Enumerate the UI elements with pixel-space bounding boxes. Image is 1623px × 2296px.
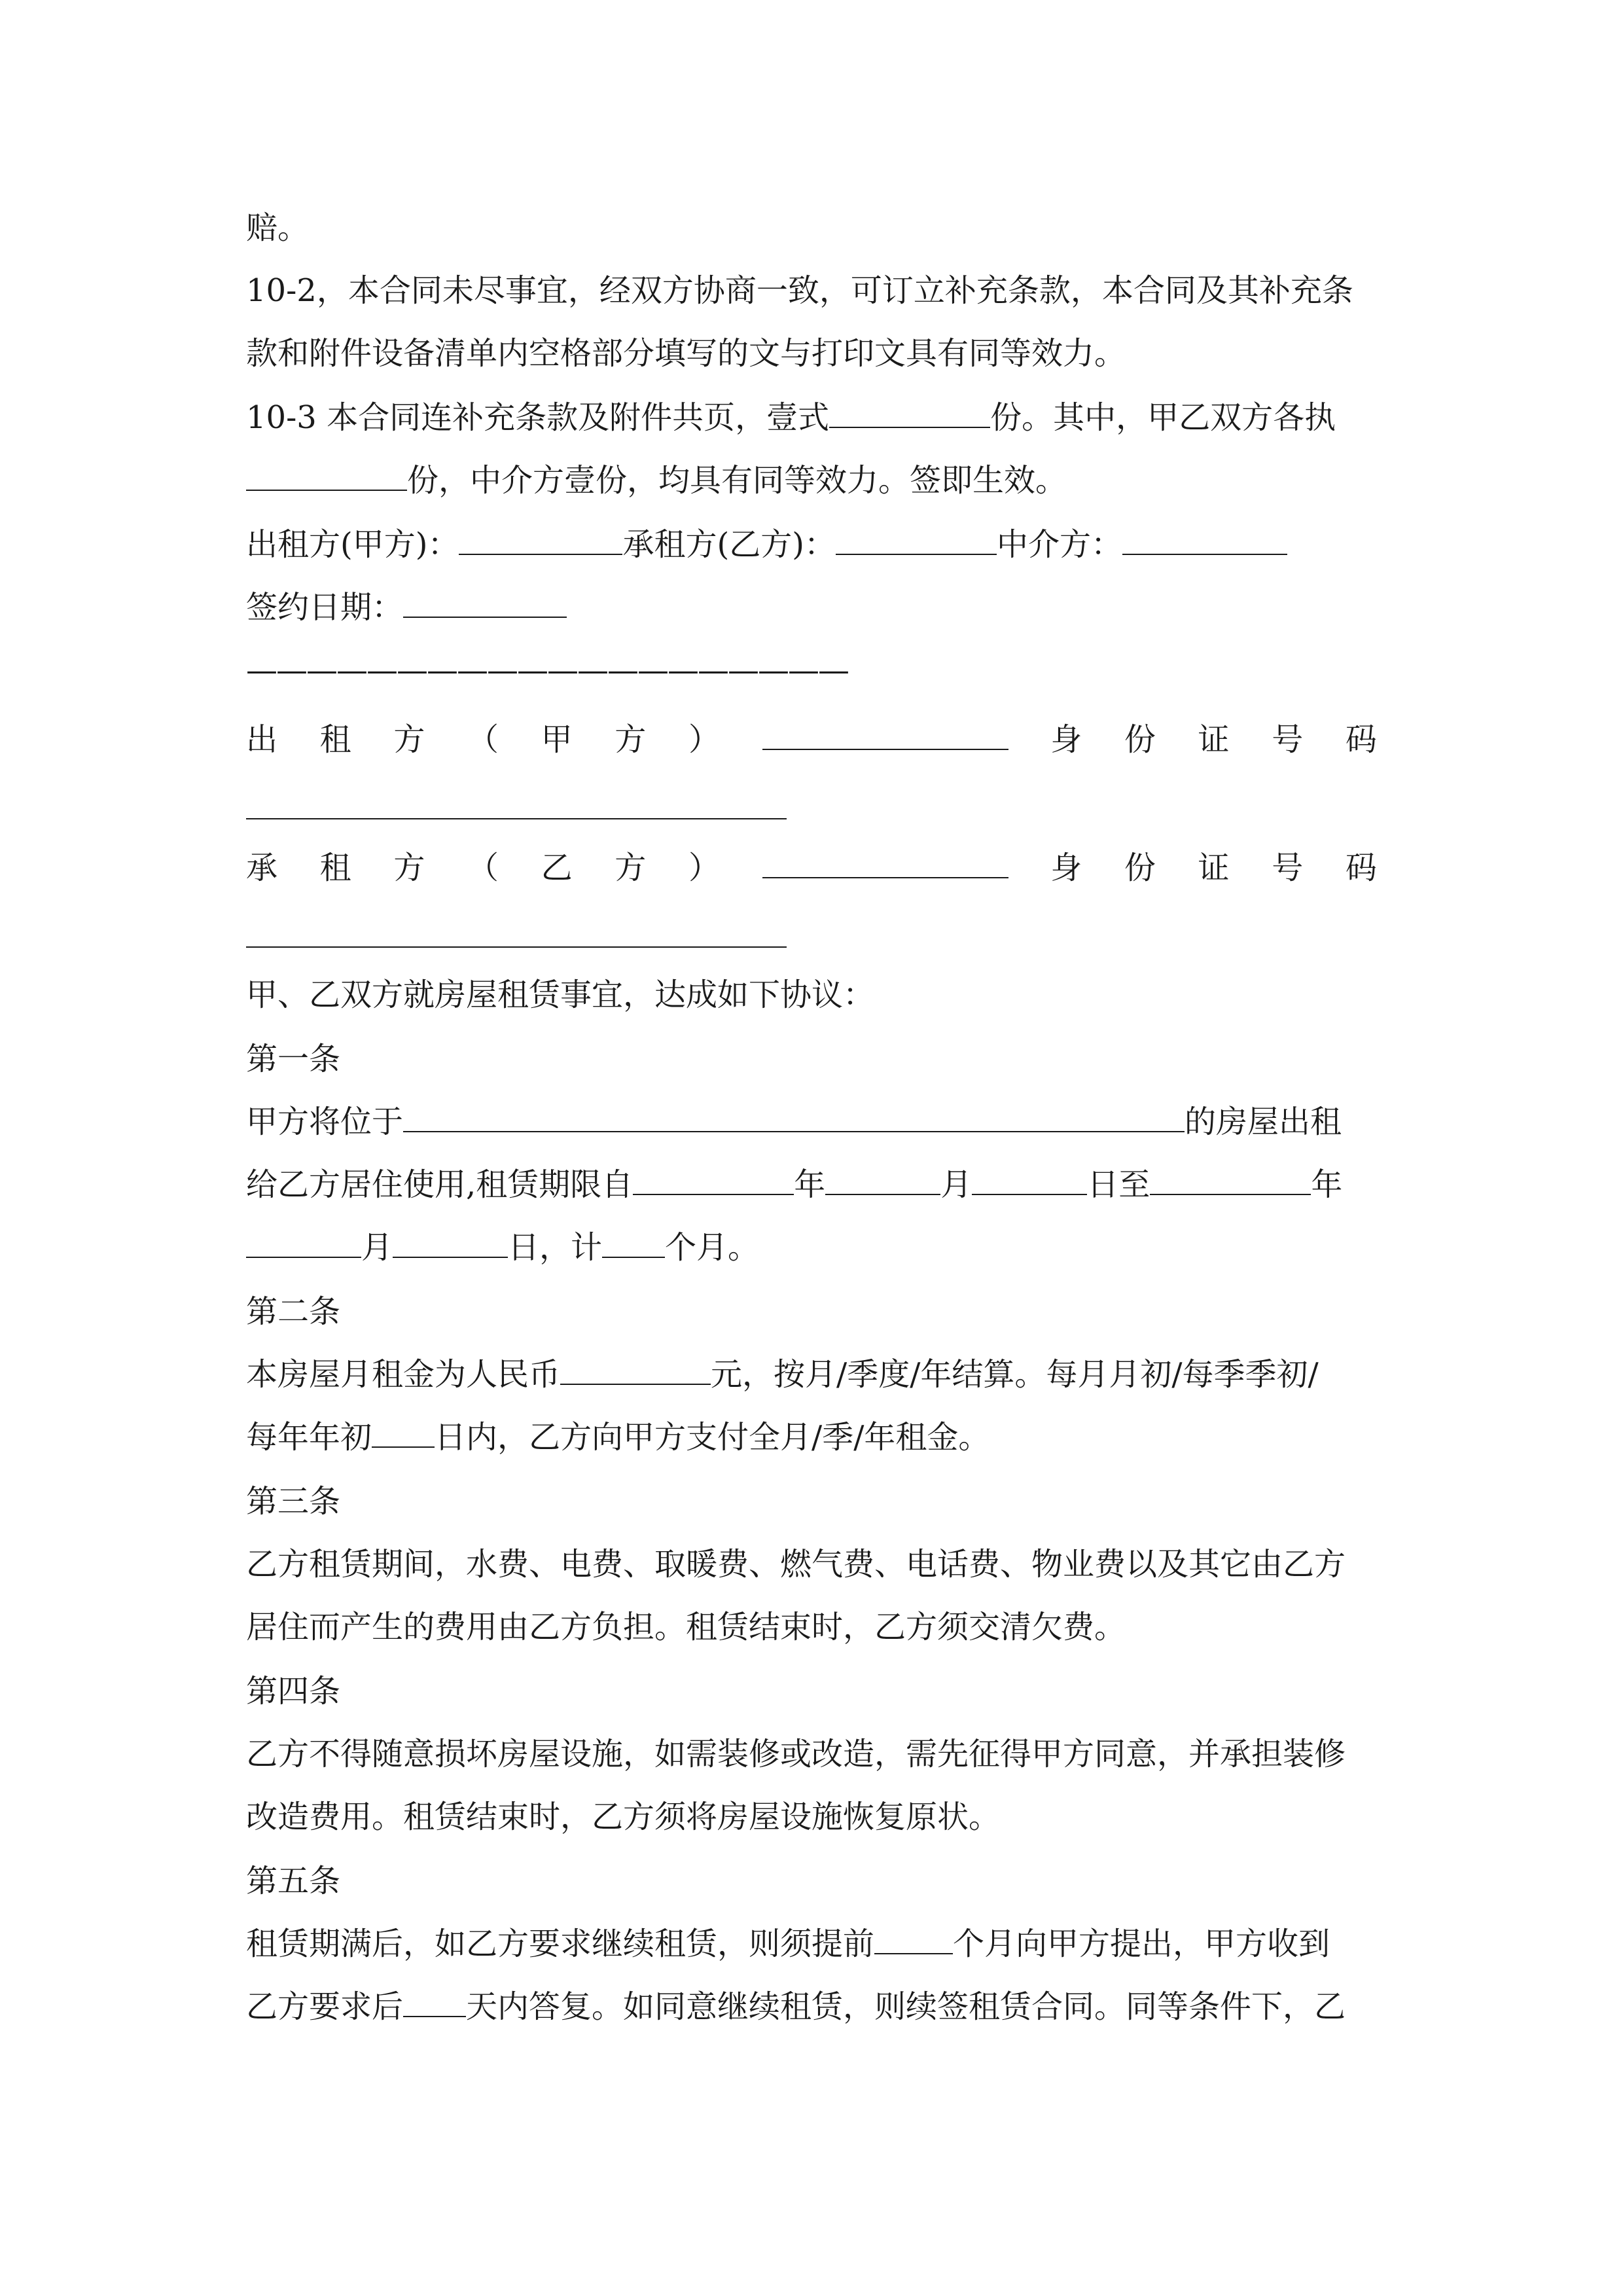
article-2-line-1: 本房屋月租金为人民币 元，按月/季度/年结算。每月月初/每季季初/ <box>246 1356 1319 1393</box>
char: ） <box>688 850 720 886</box>
lessee-id-blank[interactable] <box>246 946 787 948</box>
char: ） <box>688 721 720 758</box>
article-1-line-3: 月 日，计 个月。 <box>246 1228 759 1267</box>
clause-10-3-line-1: 10-3 本合同连补充条款及附件共页，壹式 份。其中，甲乙双方各执 <box>246 399 1336 436</box>
property-address-blank[interactable] <box>403 1102 1185 1132</box>
article-5-line-2: 乙方要求后 天内答复。如同意继续租赁，则续签租赁合同。同等条件下，乙 <box>246 1988 1346 2025</box>
char: 号 <box>1272 850 1304 886</box>
lessee-blank[interactable] <box>836 525 997 555</box>
agreement-intro: 甲、乙双方就房屋租赁事宜，达成如下协议： <box>246 977 875 1013</box>
char: 租 <box>319 721 351 758</box>
separator-dash-line: ———————————————————— <box>246 652 848 689</box>
clause-10-3-line-2: 份，中介方壹份，均具有同等效力。签即生效。 <box>246 461 1067 500</box>
char: 身 <box>1050 721 1082 758</box>
signing-date-line: 签约日期： <box>246 588 567 627</box>
lessee-id-line <box>246 848 1377 888</box>
article-4-line-1: 乙方不得随意损坏房屋设施，如需装修或改造，需先征得甲方同意，并承担装修 <box>246 1736 1346 1772</box>
char: 码 <box>1345 721 1377 758</box>
lessor-id-line <box>246 720 1377 759</box>
start-year-blank[interactable] <box>633 1165 794 1195</box>
lessor-name-blank[interactable] <box>762 720 1008 750</box>
char: 方 <box>393 850 425 886</box>
char: 号 <box>1272 721 1304 758</box>
article-heading: 第五条 <box>246 1863 341 1899</box>
char: 方 <box>615 850 647 886</box>
article-5-line-1: 租赁期满后，如乙方要求继续租赁，则须提前 个月向甲方提出，甲方收到 <box>246 1926 1330 1962</box>
char: 证 <box>1198 721 1230 758</box>
payment-days-blank[interactable] <box>372 1418 435 1448</box>
article-heading: 第一条 <box>246 1041 341 1077</box>
article-1-line-1: 甲方将位于 的房屋出租 <box>246 1103 1342 1140</box>
signing-date-blank[interactable] <box>403 588 567 618</box>
start-day-blank[interactable] <box>972 1165 1087 1195</box>
start-month-blank[interactable] <box>825 1165 940 1195</box>
text-line: 赔。 <box>246 209 310 246</box>
article-heading: 第二条 <box>246 1293 341 1330</box>
char: 承 <box>246 850 278 886</box>
clause-10-2-line-1: 10-2，本合同未尽事宜，经双方协商一致，可订立补充条款，本合同及其补充条 <box>246 272 1353 309</box>
article-heading: 第三条 <box>246 1483 341 1520</box>
char: （ <box>467 850 499 886</box>
article-1-line-2: 给乙方居住使用,租赁期限自 年 月 日至 年 <box>246 1166 1343 1203</box>
article-4-line-2: 改造费用。租赁结束时，乙方须将房屋设施恢复原状。 <box>246 1799 1001 1835</box>
char: 身 <box>1050 850 1082 886</box>
article-3-line-1: 乙方租赁期间，水费、电费、取暖费、燃气费、电话费、物业费以及其它由乙方 <box>246 1546 1346 1583</box>
end-year-blank[interactable] <box>1150 1165 1311 1195</box>
char: 出 <box>246 721 278 758</box>
char: 租 <box>319 850 351 886</box>
copies-each-blank[interactable] <box>246 461 407 491</box>
char: 乙 <box>541 850 573 886</box>
agent-blank[interactable] <box>1122 525 1287 555</box>
end-day-blank[interactable] <box>393 1228 508 1258</box>
lessee-name-blank[interactable] <box>762 848 1008 878</box>
char: 份 <box>1124 721 1156 758</box>
char: 码 <box>1345 850 1377 886</box>
char: 甲 <box>541 721 573 758</box>
reply-days-blank[interactable] <box>403 1987 466 2017</box>
months-count-blank[interactable] <box>602 1228 665 1258</box>
article-2-line-2: 每年年初 日内，乙方向甲方支付全月/季/年租金。 <box>246 1419 990 1456</box>
parties-signature-line: 出租方(甲方)： 承租方(乙方)： 中介方： <box>246 525 1287 564</box>
char: 份 <box>1124 850 1156 886</box>
notice-months-blank[interactable] <box>874 1924 953 1954</box>
char: 方 <box>393 721 425 758</box>
char: （ <box>467 721 499 758</box>
clause-10-2-line-2: 款和附件设备清单内空格部分填写的文与打印文具有同等效力。 <box>246 335 1126 372</box>
char: 方 <box>615 721 647 758</box>
end-month-blank[interactable] <box>246 1228 361 1258</box>
lessor-id-blank[interactable] <box>246 818 787 819</box>
article-heading: 第四条 <box>246 1673 341 1710</box>
copies-blank[interactable] <box>829 398 990 428</box>
article-3-line-2: 居住而产生的费用由乙方负担。租赁结束时，乙方须交清欠费。 <box>246 1609 1126 1645</box>
rent-amount-blank[interactable] <box>560 1355 711 1385</box>
lessor-blank[interactable] <box>459 525 622 555</box>
char: 证 <box>1198 850 1230 886</box>
